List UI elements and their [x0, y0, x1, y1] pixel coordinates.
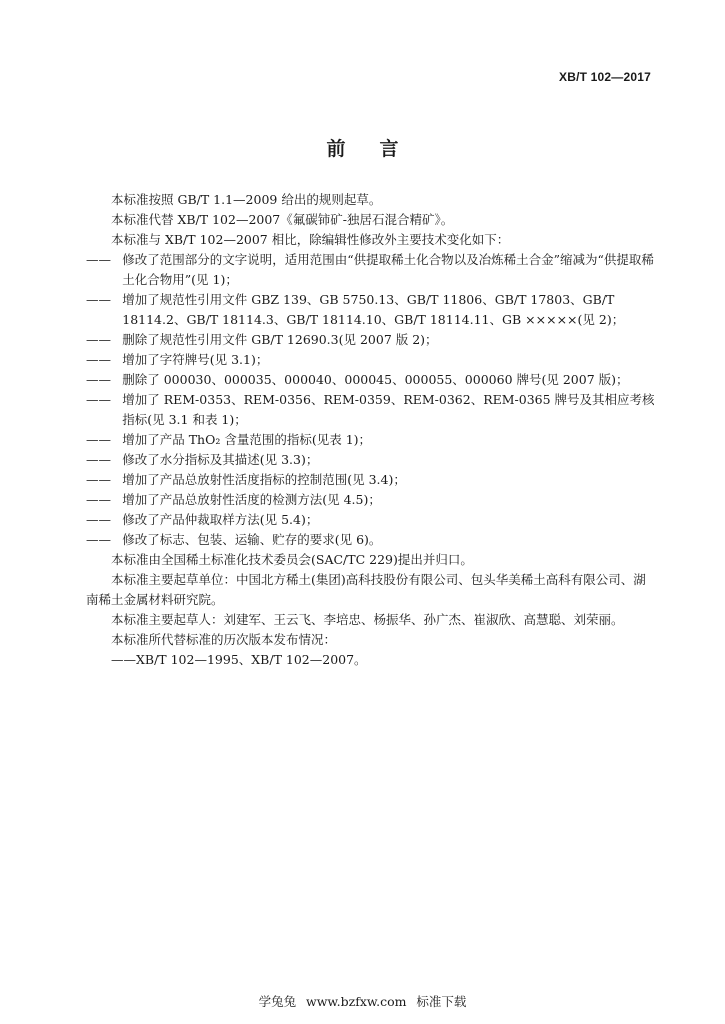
dash: ——: [86, 532, 111, 547]
dash: ——: [86, 252, 111, 267]
dash: ——: [86, 292, 111, 307]
list-item-text: 增加了产品总放射性活度指标的控制范围(见 3.4)；: [122, 472, 406, 487]
list-item-text: 增加了规范性引用文件 GBZ 139、GB 5750.13、GB/T 11806、GB/T 17803、GB/T 18114.2、GB/T 18114.3、GB/T 18114.10、GB/T 18114.11、GB ×××××(见 2)；: [122, 292, 625, 327]
dash: ——: [86, 432, 111, 447]
list-item-text: 修改了水分指标及其描述(见 3.3)；: [122, 452, 319, 467]
dash: ——: [86, 372, 111, 387]
dash: ——: [86, 452, 111, 467]
list-item: [86, 290, 658, 330]
list-item-text: 增加了产品 ThO₂ 含量范围的指标(见表 1)；: [122, 432, 372, 447]
changes-intro-paragraph: 本标准与 XB/T 102—2007 相比，除编辑性修改外主要技术变化如下：: [111, 232, 510, 247]
standard-number: XB/T 102—2017: [559, 70, 651, 84]
list-item: [86, 530, 658, 550]
dash: ——: [86, 492, 111, 507]
dash: ——: [86, 332, 111, 347]
list-item-text: 增加了产品总放射性活度的检测方法(见 4.5)；: [122, 492, 381, 507]
list-item: [86, 510, 658, 530]
list-item-text: 修改了标志、包装、运输、贮存的要求(见 6)。: [122, 532, 382, 547]
list-item: [86, 470, 658, 490]
list-item-text: 删除了规范性引用文件 GB/T 12690.3(见 2007 版 2)；: [122, 332, 438, 347]
dash: ——: [86, 352, 111, 367]
dash: ——: [86, 512, 111, 527]
list-item-text: 增加了字符牌号(见 3.1)；: [122, 352, 269, 367]
drafting-rule-paragraph: 本标准按照 GB/T 1.1—2009 给出的规则起草。: [111, 192, 382, 207]
history-list: ——XB/T 102—1995、XB/T 102—2007。: [111, 652, 367, 667]
list-item: [86, 390, 658, 430]
list-item-text: 修改了产品仲裁取样方法(见 5.4)；: [122, 512, 319, 527]
drafting-units-paragraph: 本标准主要起草单位：中国北方稀土(集团)高科技股份有限公司、包头华美稀土高科有限公司、湖南稀土金属材料研究院。: [86, 572, 646, 607]
list-item: [86, 350, 658, 370]
list-item: [86, 450, 658, 470]
technical-changes-list: [86, 250, 658, 550]
list-item: [86, 490, 658, 510]
page-title: 前言: [326, 138, 433, 160]
list-item-text: 删除了 000030、000035、000040、000045、000055、000060 牌号(见 2007 版)；: [122, 372, 629, 387]
drafters-paragraph: 本标准主要起草人：刘建军、王云飞、李培忠、杨振华、孙广杰、崔淑欣、高慧聪、刘荣丽。: [111, 612, 624, 627]
replaces-paragraph: 本标准代替 XB/T 102—2007《氟碳铈矿-独居石混合精矿》。: [111, 212, 454, 227]
list-item: [86, 330, 658, 350]
dash: ——: [86, 472, 111, 487]
list-item: [86, 370, 658, 390]
list-item: [86, 430, 658, 450]
footer-watermark: 学兔兔 www.bzfxw.com 标准下载: [258, 994, 467, 1009]
dash: ——: [86, 392, 111, 407]
list-item-text: 增加了 REM-0353、REM-0356、REM-0359、REM-0362、REM-0365 牌号及其相应考核指标(见 3.1 和表 1)；: [122, 392, 655, 427]
list-item: [86, 250, 658, 290]
list-item-text: 修改了范围部分的文字说明，适用范围由“供提取稀土化合物以及冶炼稀土合金”缩减为“供提取稀土化合物用”(见 1)；: [122, 252, 654, 287]
committee-paragraph: 本标准由全国稀土标准化技术委员会(SAC/TC 229)提出并归口。: [111, 552, 473, 567]
history-intro-paragraph: 本标准所代替标准的历次版本发布情况：: [111, 632, 337, 647]
foreword-body: [86, 190, 658, 670]
